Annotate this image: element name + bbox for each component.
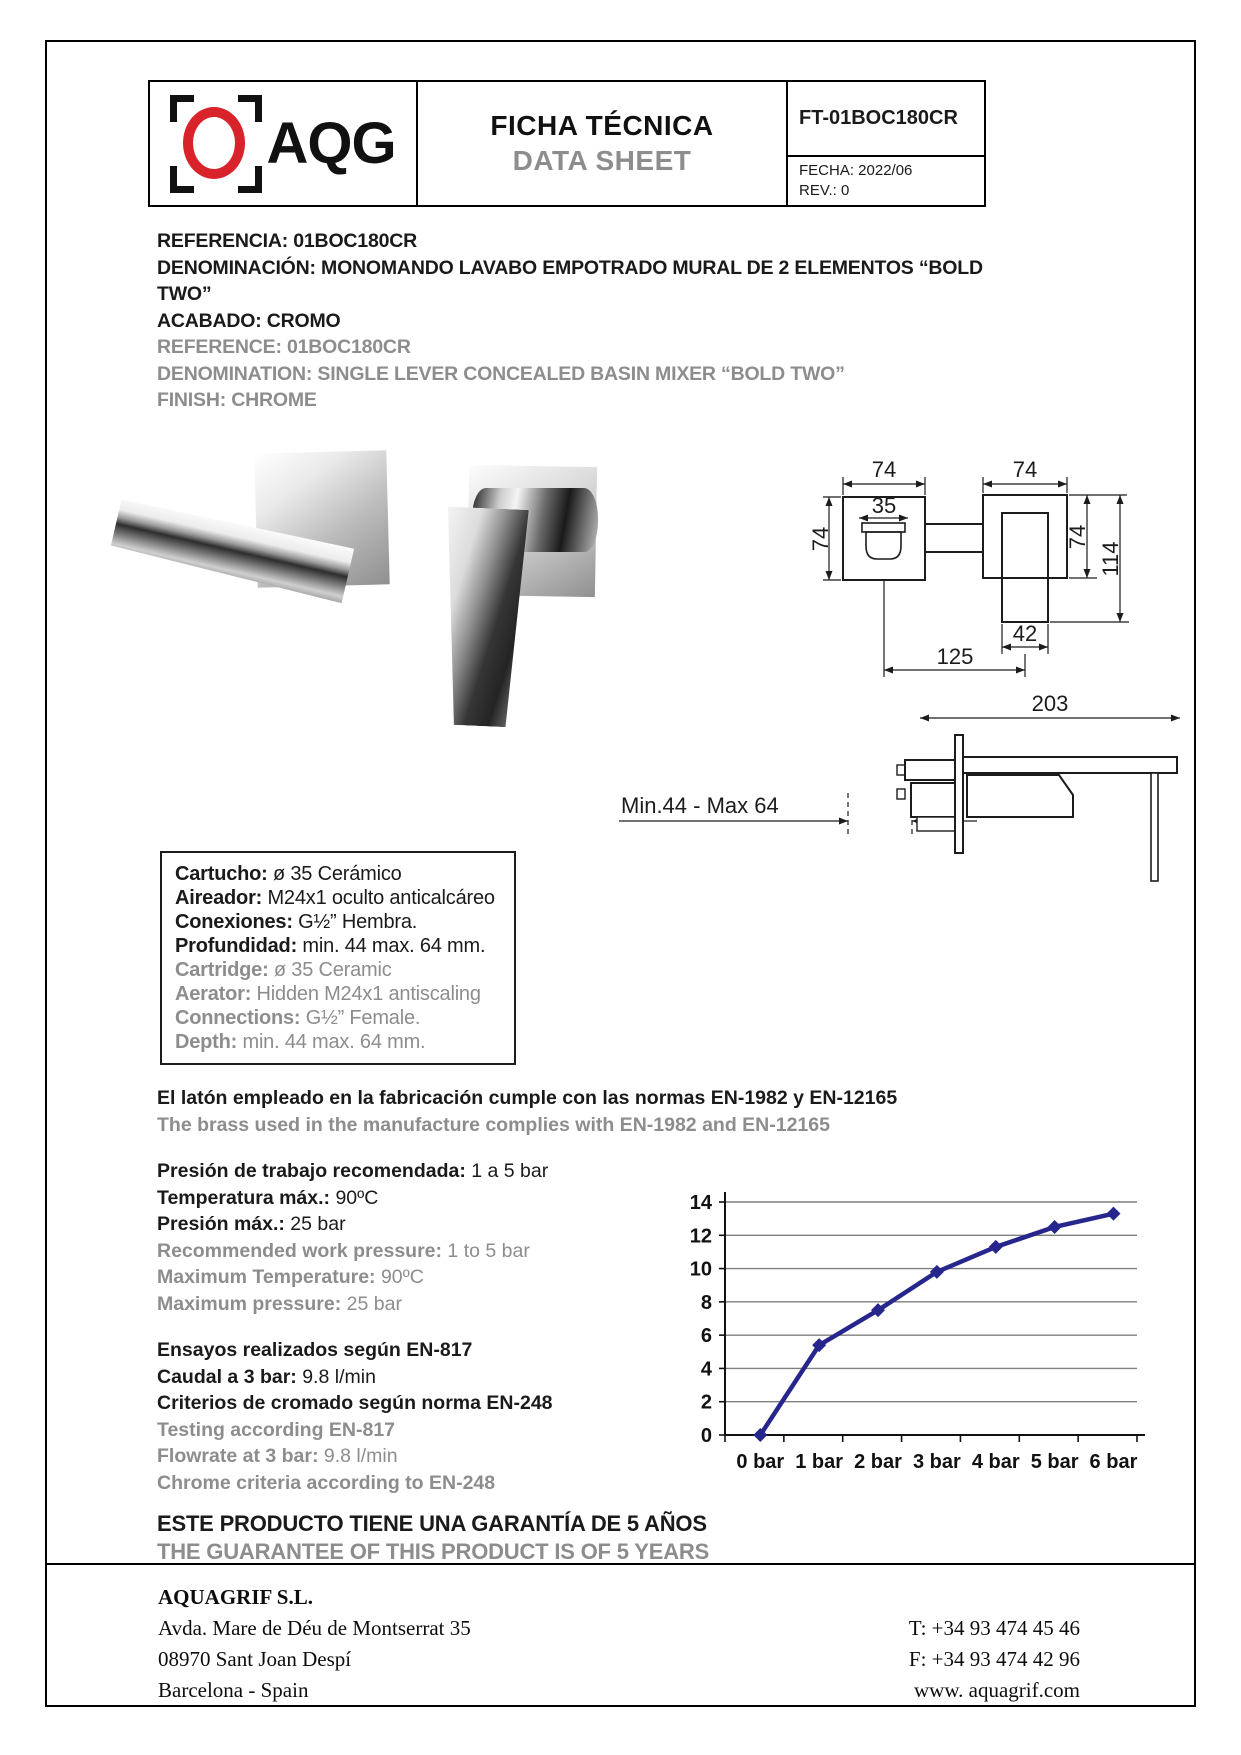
dim-front-right-height: 74 xyxy=(1065,524,1090,550)
data-point-marker xyxy=(1048,1220,1062,1234)
spec-label: Cartucho: xyxy=(175,863,268,885)
spec-box xyxy=(160,851,516,1065)
x-tick-label: 3 bar xyxy=(912,1451,961,1473)
spec-row xyxy=(175,862,501,886)
y-tick-label: 6 xyxy=(700,1325,712,1348)
x-tick-label: 2 bar xyxy=(854,1451,902,1473)
spec-label: Depth: xyxy=(175,1031,238,1053)
spec-label: Flowrate at 3 bar: xyxy=(157,1445,319,1467)
spec-value: 25 bar xyxy=(284,1213,346,1235)
brass-norms xyxy=(157,1085,1077,1139)
aqg-logo-mark-icon xyxy=(170,95,262,193)
spec-value: 25 bar xyxy=(341,1292,402,1315)
spec-label: Maximum pressure: xyxy=(157,1292,342,1315)
spec-value: min. 44 max. 64 mm. xyxy=(237,1031,426,1053)
spec-label: Maximum Temperature: xyxy=(157,1266,376,1288)
doc-revision: REV.: 0 xyxy=(799,182,850,199)
data-point-marker xyxy=(989,1240,1003,1254)
spec-value: 9.8 l/min xyxy=(296,1365,376,1388)
spec-label: Aireador: xyxy=(175,887,263,909)
spec-label: Presión máx.: xyxy=(157,1213,285,1235)
spec-line xyxy=(157,1264,548,1291)
brass-norm-en: The brass used in the manufacture complies with EN-1982 and EN-12165 xyxy=(157,1114,830,1136)
spec-row xyxy=(175,934,501,958)
spec-label: Aerator: xyxy=(175,983,252,1005)
x-tick-label: 0 bar xyxy=(736,1451,785,1473)
spec-row xyxy=(175,958,501,982)
y-tick-label: 14 xyxy=(689,1192,712,1214)
aqg-logo xyxy=(170,95,395,193)
dim-spout-length: 203 xyxy=(1031,691,1069,716)
header-table xyxy=(148,80,986,207)
address-line: Barcelona - Spain xyxy=(158,1678,309,1702)
spec-line xyxy=(157,1390,553,1417)
dim-centers-distance: 125 xyxy=(936,644,974,669)
spec-value: G½” Hembra. xyxy=(292,911,418,933)
spec-line xyxy=(157,1470,553,1497)
website-link[interactable]: www. aquagrif.com xyxy=(913,1678,1080,1702)
dim-front-total-height: 114 xyxy=(1098,541,1123,577)
spec-label: Presión de trabajo recomendada: xyxy=(157,1160,466,1182)
footer-contact-block xyxy=(700,1613,1080,1706)
y-tick-label: 12 xyxy=(689,1225,712,1248)
logo-corner-icon xyxy=(238,95,262,122)
dim-lever-width: 42 xyxy=(1012,621,1038,646)
denomination-es: DENOMINACIÓN: MONOMANDO LAVABO EMPOTRADO MURAL DE 2 ELEMENTOS “BOLD TWO” xyxy=(157,256,983,305)
denomination-en: DENOMINATION: SINGLE LEVER CONCEALED BASIN MIXER “BOLD TWO” xyxy=(157,362,845,385)
x-tick-label: 6 bar xyxy=(1089,1451,1138,1473)
guarantee-en: THE GUARANTEE OF THIS PRODUCT IS OF 5 YEARS xyxy=(157,1539,710,1564)
guarantee-es: ESTE PRODUCTO TIENE UNA GARANTÍA DE 5 AÑOS xyxy=(157,1511,707,1536)
spec-label: Profundidad: xyxy=(175,935,298,957)
spec-line xyxy=(157,1211,548,1238)
spec-value: 90ºC xyxy=(375,1266,424,1288)
spec-value: 90ºC xyxy=(330,1186,379,1209)
doc-meta xyxy=(788,157,984,205)
spec-value: Hidden M24x1 antiscaling xyxy=(251,983,481,1005)
y-tick-label: 2 xyxy=(700,1391,712,1414)
company-name: AQUAGRIF S.L. xyxy=(158,1585,313,1609)
spec-label: Ensayos realizados según EN-817 xyxy=(157,1339,473,1361)
phone-number: T: +34 93 474 45 46 xyxy=(908,1616,1080,1640)
product-identification xyxy=(157,228,1041,414)
spec-value: M24x1 oculto anticalcáreo xyxy=(262,887,495,909)
fax-number: F: +34 93 474 42 96 xyxy=(908,1647,1080,1671)
spec-label: Conexiones: xyxy=(175,911,293,933)
spec-value: 1 a 5 bar xyxy=(465,1160,549,1182)
flowrate-chart xyxy=(640,1165,1160,1495)
spec-line xyxy=(157,1238,548,1265)
logo-ring-icon xyxy=(183,107,245,179)
y-tick-label: 10 xyxy=(689,1258,712,1281)
reference-en: REFERENCE: 01BOC180CR xyxy=(157,336,411,358)
spec-value: G½” Female. xyxy=(300,1007,421,1029)
title-cell xyxy=(418,82,788,205)
spec-row xyxy=(175,910,501,934)
doc-title-es: FICHA TÉCNICA xyxy=(490,110,714,141)
doc-code: FT-01BOC180CR xyxy=(788,82,984,157)
spec-line xyxy=(157,1291,548,1318)
logo-corner-icon xyxy=(238,166,262,193)
brass-norm-es: El latón empleado en la fabricación cumple con las normas EN-1982 y EN-12165 xyxy=(157,1087,898,1109)
spec-label: Cartridge: xyxy=(175,959,269,981)
technical-drawing xyxy=(615,405,1200,925)
footer-company-block xyxy=(158,1582,471,1706)
spec-value: min. 44 max. 64 mm. xyxy=(297,935,486,957)
x-tick-label: 1 bar xyxy=(795,1451,844,1473)
dim-front-left-height: 74 xyxy=(808,526,833,552)
spec-value: 9.8 l/min xyxy=(318,1445,398,1467)
x-tick-label: 5 bar xyxy=(1030,1451,1079,1473)
spec-value: ø 35 Cerámico xyxy=(267,863,402,885)
testing-specs xyxy=(157,1337,553,1496)
spec-label: Recommended work pressure: xyxy=(157,1239,443,1262)
spec-line xyxy=(157,1337,553,1364)
logo-corner-icon xyxy=(170,166,194,193)
guarantee xyxy=(157,1510,709,1566)
logo-cell xyxy=(150,82,418,205)
spec-value: ø 35 Ceramic xyxy=(268,959,392,981)
dim-front-right-width: 74 xyxy=(1012,457,1038,482)
y-tick-label: 4 xyxy=(700,1358,712,1381)
spec-label: Criterios de cromado según norma EN-248 xyxy=(157,1392,553,1414)
dim-front-left-width: 74 xyxy=(871,457,897,482)
address-line: Avda. Mare de Déu de Montserrat 35 xyxy=(158,1616,471,1640)
spec-row xyxy=(175,1006,501,1030)
y-tick-label: 8 xyxy=(700,1291,712,1314)
spec-value: 1 to 5 bar xyxy=(442,1239,530,1262)
spec-line xyxy=(157,1443,553,1470)
y-tick-label: 0 xyxy=(700,1425,712,1447)
spec-row xyxy=(175,1030,501,1054)
finish-en: FINISH: CHROME xyxy=(157,389,317,411)
spec-label: Temperatura máx.: xyxy=(157,1186,331,1209)
spec-line xyxy=(157,1158,548,1185)
side-view xyxy=(897,735,1177,881)
spec-line xyxy=(157,1417,553,1444)
spec-line xyxy=(157,1185,548,1212)
dimension-lines xyxy=(619,477,1180,835)
dim-depth-range: Min.44 - Max 64 xyxy=(621,793,779,818)
spec-label: Caudal a 3 bar: xyxy=(157,1365,297,1388)
data-point-marker xyxy=(1106,1207,1120,1221)
doc-date: FECHA: 2022/06 xyxy=(799,162,913,179)
logo-text: AQG xyxy=(266,111,396,176)
spec-label: Testing according EN-817 xyxy=(157,1418,396,1441)
x-tick-label: 4 bar xyxy=(971,1451,1020,1473)
spec-row xyxy=(175,886,501,910)
address-line: 08970 Sant Joan Despí xyxy=(158,1647,352,1671)
reference-es: REFERENCIA: 01BOC180CR xyxy=(157,230,417,252)
finish-es: ACABADO: CROMO xyxy=(157,309,341,332)
dim-aerator-width: 35 xyxy=(871,493,897,518)
spec-label: Chrome criteria according to EN-248 xyxy=(157,1471,496,1494)
footer-divider xyxy=(45,1563,1196,1565)
spec-row xyxy=(175,982,501,1006)
spec-line xyxy=(157,1364,553,1391)
pressure-specs xyxy=(157,1158,548,1317)
doc-title-en: DATA SHEET xyxy=(512,145,692,176)
ref-cell xyxy=(788,82,984,205)
spec-label: Connections: xyxy=(175,1007,301,1029)
